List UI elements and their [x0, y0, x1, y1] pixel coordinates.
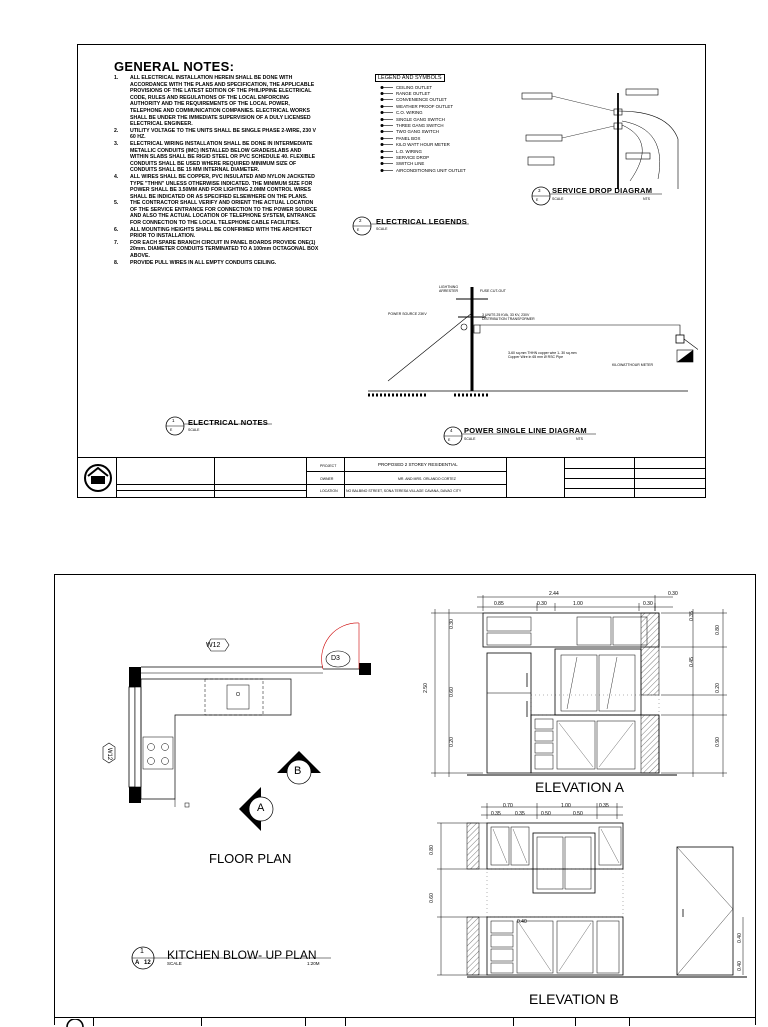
general-note-number: 1. [114, 75, 119, 81]
elev-b-dim-top-0: 0.70 [503, 803, 513, 809]
power-single-line-title: POWER SINGLE LINE DIAGRAM [464, 426, 587, 435]
general-note-item [114, 227, 320, 240]
legend-item [378, 167, 466, 173]
kitchen-floor-plan-drawing [55, 575, 415, 875]
location-value: NO BALBINO STREET, SONA TERESA VILLAGE CAVANA, DAVAO CITY [346, 489, 462, 493]
legend-symbol-icon [378, 155, 394, 160]
window-tag-w12-top: W12 [206, 642, 221, 649]
firm-logo-icon [82, 462, 114, 494]
legend-symbol-icon [378, 161, 394, 166]
legend-item-label: SWITCH LINE [396, 161, 425, 167]
legend-item-label: PANEL BOX [396, 135, 421, 141]
power-single-line-sheet: E [448, 438, 451, 442]
elev-a-dim-top-3: 0.30 [643, 601, 653, 607]
elev-a-dim-left-0: 2.50 [422, 683, 429, 693]
firm-logo-icon [65, 1019, 85, 1027]
window-tag-w12-left: W12 [106, 747, 113, 761]
panel-symbol [676, 349, 694, 363]
section-marker-a: A [257, 802, 265, 814]
general-note-text: UTILITY VOLTAGE TO THE UNITS SHALL BE SINGLE PHASE 2-WIRE, 230 V 60 HZ. [130, 127, 317, 141]
service-drop-title: SERVICE DROP DIAGRAM [552, 186, 653, 195]
legend-symbol-icon [378, 142, 394, 147]
elev-a-dim-top-4: 2.44 [549, 591, 559, 597]
elevation-a-label: ELEVATION A [535, 779, 624, 795]
legend-title: LEGEND AND SYMBOLS [375, 74, 445, 82]
legend-item-label: AIRCONDITIONING UNIT OUTLET [396, 167, 466, 173]
legend-symbol-icon [378, 85, 394, 90]
kitchen-title: KITCHEN BLOW- UP PLAN [167, 948, 317, 962]
general-note-item [114, 174, 320, 200]
wire-spec-label: 3-60 sq.mm THHN copper wire 1- 30 sq.mm Copper Wire in 65 mm Ø RSC Pipe [508, 351, 577, 359]
legend-item-label: SERVICE DROP [396, 154, 430, 160]
kitchen-title-sheet: A [135, 960, 140, 966]
general-note-number: 5. [114, 200, 119, 207]
electrical-legends-num: 2 [359, 218, 362, 223]
kwh-meter-label: KILOWATTHOUR METER [612, 363, 654, 367]
general-note-number: 7. [114, 239, 119, 246]
general-note-text: ALL ELECTRICAL INSTALLATION HEREIN SHALL BE DONE WITH ACCORDANCE WITH THE PLANS AND SPECIFICATION, THE APPLICABLE PROVISIONS OF THE LATEST EDITION OF THE PHILIPPINE ELECTRICAL CODE, RULES AND REGULATIONS OF THE LOCAL ENFORCING AUTHORITY AND THE REQUIREMENTS OF THE LOCAL POWER, TELEPHONE AND COMMUNICATION COMPANIES. ELECTRICAL WORKS SHALL BE UNDER THE IMMEDIATE SUPERVISION OF A DULY LICENSED ELECTRICAL ENGINEER. [130, 75, 315, 128]
general-notes-list [114, 75, 320, 266]
general-note-item [114, 260, 320, 267]
elev-a-dim-right-3: 0.20 [714, 683, 721, 693]
electrical-legends-title: ELECTRICAL LEGENDS [376, 217, 468, 226]
elev-a-dim-right-1: 0.80 [714, 625, 721, 635]
kitchen-title-sheet-num: 12 [144, 960, 151, 966]
power-single-line-scale: SCALE [464, 437, 476, 441]
service-drop-sheet: E [536, 198, 539, 202]
electrical-notes-scale: SCALE [188, 428, 200, 432]
general-note-item [114, 128, 320, 141]
legend-symbol-icon [378, 168, 394, 173]
transformer-label: 3 UNITS 25 KVA, 33 KV, 230V DISTRIBUTION TRANSFORMER [482, 313, 535, 321]
general-note-text: THE CONTRACTOR SHALL VERIFY AND ORIENT THE ACTUAL LOCATION OF THE SERVICE ENTRANCE FOR CONNECTION TO THE POWER SOURCE AND ALSO THE ACTUAL LOCATION OF TELEPHONE SYSTEM, ENTRANCE FOR CONNECTION TO THE LOCAL TELEPHONE CABLE FACILITIES. [130, 200, 318, 227]
electrical-legends-scale: SCALE [376, 227, 388, 231]
elev-a-dim-top-0: 0.85 [494, 601, 504, 607]
elev-a-dim-right-0: 0.35 [688, 611, 695, 621]
legend-item-label: L.O. WIRING [396, 148, 422, 154]
project-label: PROJECT [320, 464, 337, 468]
elev-b-dim-top-5: 0.50 [573, 811, 583, 817]
location-label: LOCATION [320, 489, 338, 493]
service-drop-drawing [518, 81, 688, 191]
legend-item-label: WEATHER PROOF OUTLET [396, 103, 453, 109]
power-single-line-num: 4 [450, 428, 453, 433]
electrical-notes-num: 1 [172, 418, 175, 423]
kitchen-scale-label: SCALE [167, 961, 182, 966]
lightning-arrester-label: LIGHTNING ARRESTER [439, 285, 459, 293]
fuse-cutout-label: FUSE CUT-OUT [480, 289, 506, 293]
elev-a-dim-top-5: 0.30 [668, 591, 678, 597]
owner-value: MR. AND MRS. ORLANDO CORTEZ [398, 477, 456, 481]
legend-list [378, 84, 466, 173]
legend-item-label: C.O. WIRING [396, 110, 423, 116]
elev-a-dim-right-4: 0.90 [714, 737, 721, 747]
general-note-text: ELECTRICAL WIRING INSTALLATION SHALL BE DONE IN INTERMEDIATE METALLIC CONDUITS (IMC) INSTALLED BELOW GRADE/SLABS AND WITHIN SLABS SHALL BE RIGID STEEL OR PVC SCHEDULE 40. FLEXIBLE CONDUITS SHALL BE USED WHERE REQUIRED MINIMUM SIZE OF CONDUITS SHALL BE 15 MM INTERNAL DIAMETER. [130, 140, 316, 174]
elev-b-dim-top-4: 0.50 [541, 811, 551, 817]
title-block-partial [55, 1017, 755, 1026]
electrical-notes-sheet: E [170, 428, 173, 432]
elev-b-dim-top-6: 0.35 [599, 803, 609, 809]
legend-symbol-icon [378, 123, 394, 128]
legend-symbol-icon [378, 97, 394, 102]
elev-a-dim-top-2: 1.00 [573, 601, 583, 607]
elev-a-dim-top-1: 0.30 [537, 601, 547, 607]
general-notes-title: GENERAL NOTES: [114, 59, 235, 74]
general-note-number: 3. [114, 140, 119, 147]
service-drop-num: 3 [538, 188, 541, 193]
elev-b-dim-side-0: 0.80 [428, 845, 435, 855]
elev-b-dim-top-3: 1.00 [561, 803, 571, 809]
legend-item [378, 103, 466, 109]
power-single-line-nts: NTS [576, 437, 583, 441]
elev-a-dim-right-2: 0.45 [688, 657, 695, 667]
legend-symbol-icon [378, 110, 394, 115]
elev-a-dim-left-3: 0.20 [448, 737, 455, 747]
general-note-number: 2. [114, 127, 119, 134]
service-drop-nts: NTS [643, 197, 650, 201]
legend-symbol-icon [378, 91, 394, 96]
elev-b-dim-top-2: 0.35 [515, 811, 525, 817]
owner-label: OWNER [320, 477, 334, 481]
general-note-item [114, 141, 320, 174]
legend-item-label: THREE GANG SWITCH [396, 123, 444, 129]
door-tag-d3: D3 [331, 655, 340, 662]
floor-plan-label: FLOOR PLAN [209, 851, 292, 866]
legend-item-label: RANGE OUTLET [396, 91, 431, 97]
electrical-notes-title: ELECTRICAL NOTES [188, 418, 269, 427]
legend-item-label: TWO GANG SWITCH [396, 129, 439, 135]
general-note-text: ALL WIRES SHALL BE COPPER, PVC INSULATED AND NYLON JACKETED TYPE "THHN" UNLESS OTHERWISE INDICATED. THE MINIMUM SIZE FOR POWER SHALL BE 3.50MM AND FOR LIGHTING 2.0MM CONTROL WIRES SHALL BE INDICATED OR AS SPECIFIED ELSEWHERE ON THE PLANS. [130, 173, 315, 200]
elevation-b-label: ELEVATION B [529, 991, 619, 1007]
kitchen-scale-value: 1:20M [307, 961, 320, 966]
legend-symbol-icon [378, 104, 394, 109]
power-source-label: POWER SOURCE 23KV [388, 312, 427, 316]
legend-item-label: CEILING OUTLET [396, 84, 433, 90]
general-note-text: FOR EACH SPARE BRANCH CIRCUIT IN PANEL BOARDS PROVIDE ONE(1) 20mm. DIAMETER CONDUITS TERMINATED TO A 100mm OCTAGONAL BOX ABOVE. [130, 239, 319, 260]
legend-symbol-icon [378, 136, 394, 141]
legend-item-label: SINGLE GANG SWITCH [396, 116, 445, 122]
legend-item-label: CONVENIENCE OUTLET [396, 97, 447, 103]
electrical-sheet [77, 44, 706, 498]
title-block [78, 457, 705, 498]
architectural-sheet [54, 574, 756, 1025]
general-note-text: ALL MOUNTING HEIGHTS SHALL BE CONFIRMED WITH THE ARCHITECT PRIOR TO INSTALLATION. [130, 226, 313, 240]
elev-b-dim-side-1: 0.60 [428, 893, 435, 903]
general-note-text: PROVIDE PULL WIRES IN ALL EMPTY CONDUITS CEILING. [130, 259, 277, 266]
legend-symbol-icon [378, 149, 394, 154]
elev-b-dim-side-4: 0.40 [736, 961, 743, 971]
general-note-item [114, 75, 320, 128]
legend-symbol-icon [378, 129, 394, 134]
kitchen-title-num: 1 [140, 948, 144, 955]
elev-a-dim-left-1: 0.30 [448, 619, 455, 629]
elev-b-dim-top-1: 0.35 [491, 811, 501, 817]
project-value: PROPOSED 2 STOREY RESIDENTIAL [378, 462, 458, 467]
elev-b-dim-side-2: 0.40 [517, 919, 527, 925]
general-note-item [114, 240, 320, 260]
section-marker-b: B [294, 765, 302, 777]
general-note-item [114, 200, 320, 226]
elev-a-dim-left-2: 0.60 [448, 687, 455, 697]
service-drop-scale: SCALE [552, 197, 564, 201]
general-note-number: 8. [114, 259, 119, 266]
elevation-a-drawing [427, 593, 747, 783]
electrical-legends-sheet: E [357, 228, 360, 232]
legend-symbol-icon [378, 117, 394, 122]
general-note-number: 6. [114, 226, 119, 233]
elev-b-dim-side-3: 0.40 [736, 933, 743, 943]
elevation-b-drawing [427, 799, 747, 985]
general-note-number: 4. [114, 173, 119, 180]
legend-item-label: KILO WATT HOUR METER [396, 142, 450, 148]
power-single-line-drawing [368, 277, 698, 397]
